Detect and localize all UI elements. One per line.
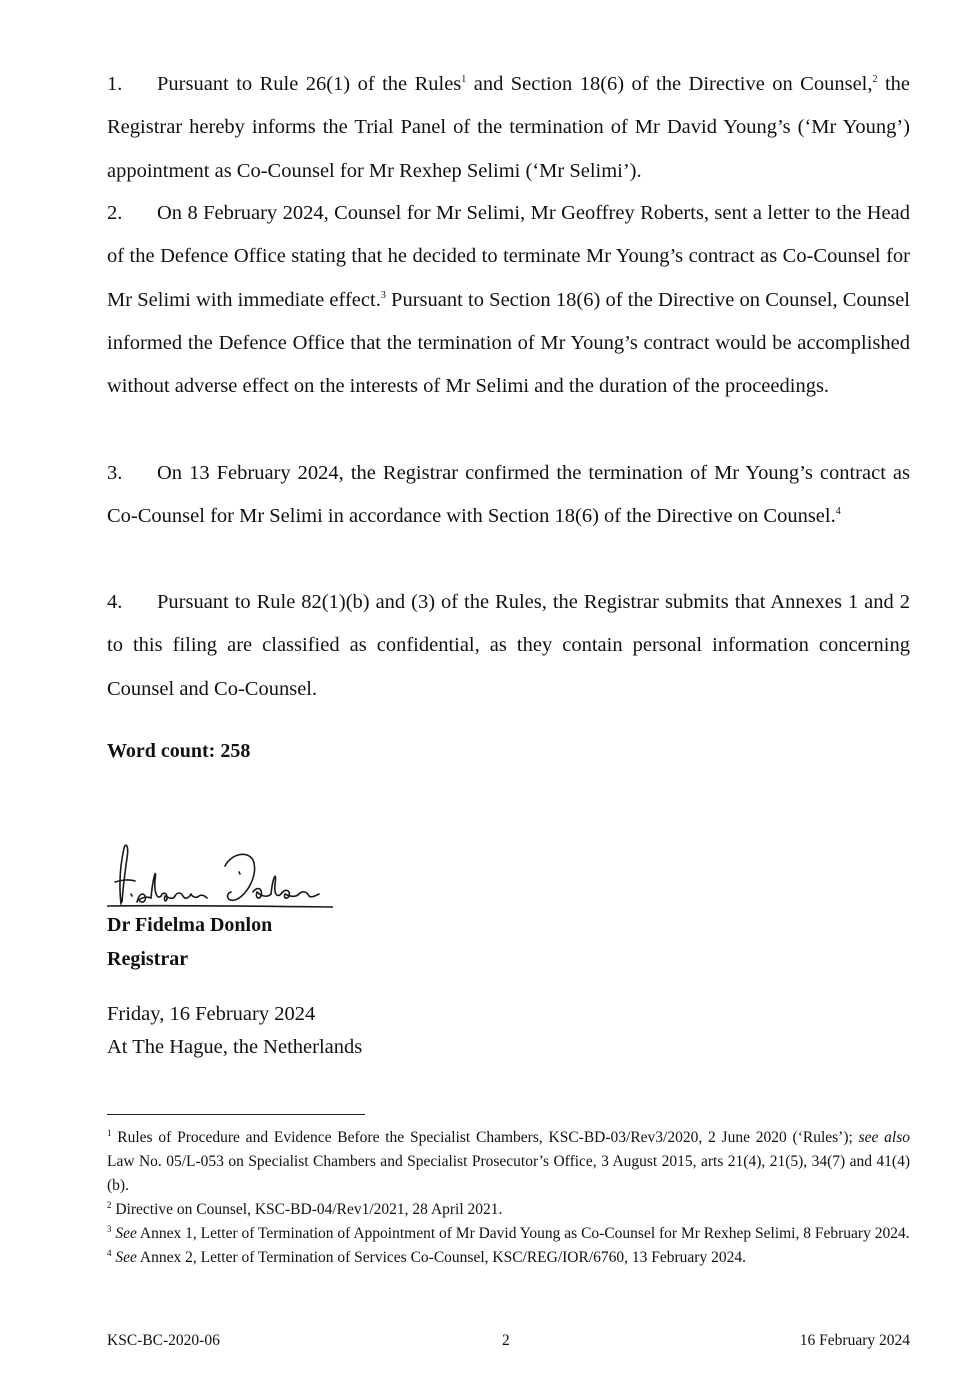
paragraph-text: Pursuant to Rule 26(1) of the Rules — [157, 73, 462, 95]
paragraph-text: the Registrar hereby informs the Trial Panel of the termination of Mr David Young’s (‘Mr Young’) appointment as Co-Counsel for Mr Rexhep Selimi (‘Mr Selimi’). — [107, 73, 911, 182]
page-number: 2 — [502, 1332, 510, 1349]
footnote-italic: see also — [858, 1129, 910, 1146]
case-number: KSC-BC-2020-06 — [107, 1332, 220, 1349]
footnote-mark: 3 — [107, 1223, 112, 1234]
footnote-italic: See — [115, 1225, 137, 1242]
footnote-4 — [107, 1246, 910, 1270]
paragraph-2 — [107, 192, 910, 408]
footnote-ref[interactable]: 1 — [461, 74, 467, 86]
paragraph-text: Pursuant to Rule 82(1)(b) and (3) of the Rules, the Registrar submits that Annexes 1 and 2 to this filing are classified as confidential, as they contain personal information concerning Counsel and Co-Counsel. — [107, 591, 910, 700]
footnote-text: Annex 2, Letter of Termination of Services Co-Counsel, KSC/REG/IOR/6760, 13 February 2024. — [136, 1249, 746, 1266]
footnote-mark: 4 — [107, 1247, 112, 1258]
footnote-text: Rules of Procedure and Evidence Before the Specialist Chambers, KSC-BD-03/Rev3/2020, 2 June 2020 (‘Rules’); — [111, 1129, 859, 1146]
signing-date: Friday, 16 February 2024 — [107, 1003, 316, 1025]
paragraph-number: 3. — [107, 462, 123, 484]
footnote-1 — [107, 1126, 910, 1198]
paragraph-text: On 8 February 2024, Counsel for Mr Selimi, Mr Geoffrey Roberts, sent a letter to the Head of the Defence Office stating that he decided to terminate Mr Young’s contract as Co-Counsel for Mr Selimi with immediate effect. — [107, 202, 910, 311]
paragraph-1 — [107, 63, 910, 193]
footnote-separator — [107, 1114, 365, 1115]
paragraph-text: and Section 18(6) of the Directive on Counsel, — [466, 73, 873, 95]
footnote-ref[interactable]: 4 — [835, 506, 841, 518]
footnote-ref[interactable]: 2 — [872, 74, 878, 86]
footnote-mark: 2 — [107, 1199, 112, 1210]
signatory-name: Dr Fidelma Donlon — [107, 914, 273, 936]
paragraph-4 — [107, 581, 910, 711]
word-count: Word count: 258 — [107, 740, 251, 762]
page-footer — [107, 1332, 910, 1354]
footnote-text: Directive on Counsel, KSC-BD-04/Rev1/2021, 28 April 2021. — [111, 1201, 503, 1218]
footnote-2 — [107, 1198, 910, 1222]
signature-image — [107, 836, 333, 912]
footnote-italic: See — [115, 1249, 137, 1266]
footnote-mark: 1 — [107, 1127, 112, 1138]
footnote-3 — [107, 1222, 910, 1246]
footnote-text: Annex 1, Letter of Termination of Appointment of Mr David Young as Co-Counsel for Mr Rexhep Selimi, 8 February 2024. — [136, 1225, 910, 1242]
footnote-text: Law No. 05/L-053 on Specialist Chambers and Specialist Prosecutor’s Office, 3 August 2015, arts 21(4), 21(5), 34(7) and 41(4)(b). — [107, 1153, 910, 1194]
paragraph-text: On 13 February 2024, the Registrar confirmed the termination of Mr Young’s contract as Co-Counsel for Mr Selimi in accordance with Section 18(6) of the Directive on Counsel. — [107, 462, 910, 528]
paragraph-number: 4. — [107, 591, 123, 613]
signatory-title: Registrar — [107, 948, 189, 970]
paragraph-text: Pursuant to Section 18(6) of the Directive on Counsel, Counsel informed the Defence Office that the termination of Mr Young’s contract would be accomplished without adverse effect on the interests of Mr Selimi and the duration of the proceedings. — [107, 288, 910, 398]
paragraph-number: 2. — [107, 202, 123, 224]
footer-date: 16 February 2024 — [799, 1332, 910, 1349]
signing-place: At The Hague, the Netherlands — [107, 1036, 363, 1058]
paragraph-3 — [107, 452, 910, 539]
paragraph-number: 1. — [107, 73, 123, 95]
footnotes — [107, 1126, 910, 1270]
footnote-ref[interactable]: 3 — [380, 289, 386, 301]
